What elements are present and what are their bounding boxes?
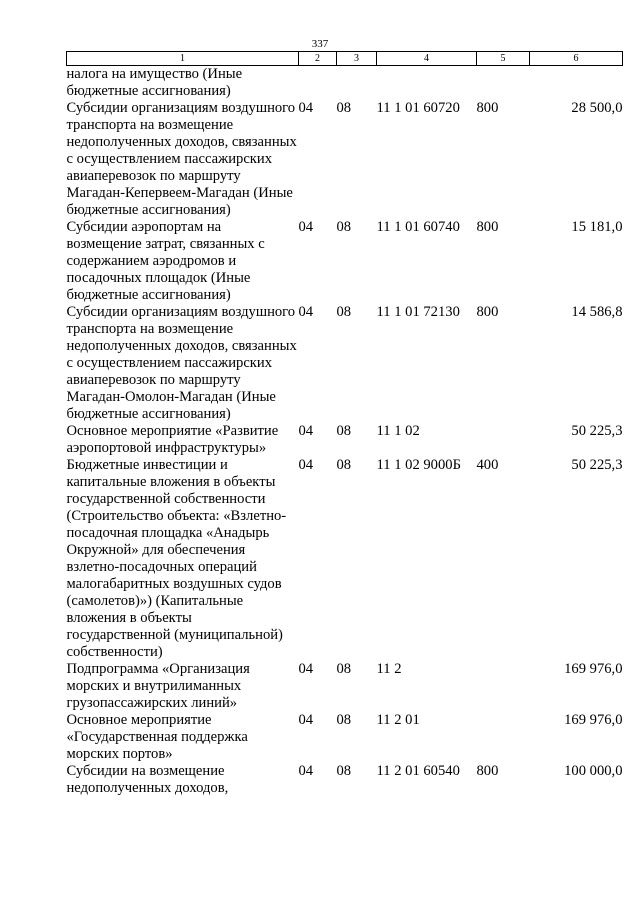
- row-expense-type: [477, 423, 530, 457]
- row-name: Подпрограмма «Организация морских и внутрилиманных грузопассажирских линий»: [66, 661, 250, 711]
- row-subsection: 08: [336, 219, 352, 235]
- row-expense-type: 800: [476, 304, 499, 320]
- row-subsection: 08: [336, 712, 352, 728]
- table-row: [67, 457, 623, 661]
- row-section: 04: [298, 457, 314, 473]
- row-amount: 50 225,3: [571, 457, 623, 473]
- row-target-article: 11 1 01 72130: [376, 304, 460, 320]
- row-target-article: 11 1 02 9000Б: [376, 457, 461, 473]
- row-target-article: [377, 66, 477, 101]
- row-name: налога на имущество (Иные бюджетные ассигнования): [66, 66, 243, 99]
- row-amount: 28 500,0: [571, 100, 623, 116]
- row-name: Основное мероприятие «Государственная поддержка морских портов»: [66, 712, 248, 762]
- row-subsection: 08: [336, 100, 352, 116]
- page-number: 337: [311, 38, 329, 50]
- column-header-3: 3: [337, 52, 377, 66]
- row-section: 04: [298, 763, 314, 779]
- row-section: 04: [298, 661, 314, 677]
- row-target-article: 11 1 02: [376, 423, 420, 439]
- column-header-5: 5: [477, 52, 530, 66]
- row-subsection: [337, 66, 377, 101]
- table-row: [67, 219, 623, 304]
- column-header-2: 2: [299, 52, 337, 66]
- row-name: Субсидии организациям воздушного транспорта на возмещение недополученных доходов, связанных с осуществлением пассажирских авиаперевозок по маршруту Магадан-Омолон-Магадан (Иные бюджетные ассигнования): [66, 304, 297, 422]
- row-target-article: 11 1 01 60740: [376, 219, 460, 235]
- row-expense-type: 400: [476, 457, 499, 473]
- table-row: [67, 66, 623, 101]
- row-target-article: 11 2 01: [376, 712, 420, 728]
- row-amount: [530, 66, 623, 101]
- row-amount: 169 976,0: [564, 712, 623, 728]
- column-header-6: 6: [530, 52, 623, 66]
- row-section: 04: [298, 304, 314, 320]
- table-row: [67, 423, 623, 457]
- row-subsection: 08: [336, 423, 352, 439]
- row-section: 04: [298, 219, 314, 235]
- header-row: [67, 52, 623, 66]
- row-subsection: 08: [336, 457, 352, 473]
- row-subsection: 08: [336, 763, 352, 779]
- row-name: Субсидии аэропортам на возмещение затрат, связанных с содержанием аэродромов и посадочных площадок (Иные бюджетные ассигнования): [66, 219, 265, 303]
- row-section: 04: [298, 712, 314, 728]
- row-subsection: 08: [336, 304, 352, 320]
- row-section: [299, 66, 337, 101]
- row-expense-type: [477, 712, 530, 763]
- budget-table: [66, 51, 623, 797]
- row-target-article: 11 2: [376, 661, 402, 677]
- row-subsection: 08: [336, 661, 352, 677]
- table-row: [67, 763, 623, 797]
- row-expense-type: 800: [476, 219, 499, 235]
- row-amount: 15 181,0: [571, 219, 623, 235]
- row-expense-type: [477, 66, 530, 101]
- row-target-article: 11 2 01 60540: [376, 763, 460, 779]
- table-row: [67, 712, 623, 763]
- column-header-1: 1: [67, 52, 299, 66]
- row-expense-type: [477, 661, 530, 712]
- table-row: [67, 100, 623, 219]
- row-target-article: 11 1 01 60720: [376, 100, 460, 116]
- row-amount: 50 225,3: [571, 423, 623, 439]
- table-row: [67, 661, 623, 712]
- row-expense-type: 800: [476, 100, 499, 116]
- row-amount: 100 000,0: [564, 763, 623, 779]
- row-section: 04: [298, 100, 314, 116]
- row-name: Бюджетные инвестиции и капитальные вложения в объекты государственной собственности (Строительство объекта: «Взлетно-посадочная площадка «Анадырь Окружной» для обеспечения взлетно-посадочных операций малогабаритных воздушных судов (самолетов)») (Капитальные вложения в объекты государственной (муниципальной) собственности): [66, 457, 287, 660]
- row-section: 04: [298, 423, 314, 439]
- row-name: Субсидии организациям воздушного транспорта на возмещение недополученных доходов, связанных с осуществлением пассажирских авиаперевозок по маршруту Магадан-Кепервеем-Магадан (Иные бюджетные ассигнования): [66, 100, 297, 218]
- row-expense-type: 800: [476, 763, 499, 779]
- row-name: Субсидии на возмещение недополученных доходов,: [66, 763, 229, 796]
- column-header-4: 4: [377, 52, 477, 66]
- row-amount: 14 586,8: [571, 304, 623, 320]
- table-row: [67, 304, 623, 423]
- table-header: [67, 52, 623, 66]
- row-amount: 169 976,0: [564, 661, 623, 677]
- row-name: Основное мероприятие «Развитие аэропортовой инфраструктуры»: [66, 423, 279, 456]
